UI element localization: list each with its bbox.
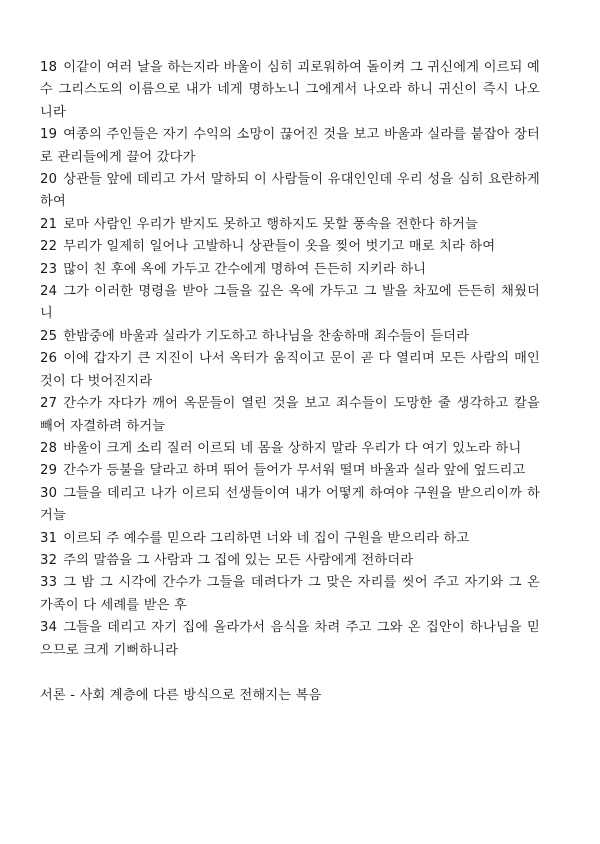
verse-text: 상관들 앞에 데리고 가서 말하되 이 사람들이 유대인인데 우리 성을 심히 요란하게 하여 <box>40 172 540 210</box>
verse-text: 한밤중에 바울과 실라가 기도하고 하나님을 찬송하매 죄수들이 듣더라 <box>63 328 470 344</box>
verse-number: 21 <box>40 216 58 232</box>
verse-text: 여종의 주인들은 자기 수익의 소망이 끊어진 것을 보고 바울과 실라를 붙잡아 장터로 관리들에게 끌어 갔다가 <box>40 127 540 165</box>
verse-24 <box>40 281 540 326</box>
verse-text: 무리가 일제히 일어나 고발하니 상관들이 옷을 찢어 벗기고 매로 치라 하여 <box>63 239 496 255</box>
verse-26 <box>40 348 540 393</box>
verse-34 <box>40 617 540 662</box>
verse-number: 23 <box>40 261 58 277</box>
verse-22 <box>40 236 540 258</box>
verse-text: 주의 말씀을 그 사람과 그 집에 있는 모든 사람에게 전하더라 <box>63 552 414 568</box>
verse-number: 24 <box>40 284 58 300</box>
verse-list <box>40 57 540 662</box>
verse-20 <box>40 169 540 214</box>
verse-number: 22 <box>40 239 58 255</box>
verse-text: 이에 갑자기 큰 지진이 나서 옥터가 움직이고 문이 곧 다 열리며 모든 사람의 매인 것이 다 벗어진지라 <box>40 351 540 389</box>
verse-29 <box>40 460 540 482</box>
verse-number: 18 <box>40 60 58 75</box>
verse-text: 간수가 자다가 깨어 옥문들이 열린 것을 보고 죄수들이 도망한 줄 생각하고 칼을 빼어 자결하려 하거늘 <box>40 396 540 434</box>
verse-number: 27 <box>40 396 58 412</box>
verse-number: 25 <box>40 328 58 344</box>
verse-23 <box>40 259 540 281</box>
verse-text: 이같이 여러 날을 하는지라 바울이 심히 괴로워하여 돌이켜 그 귀신에게 이르되 예수 그리스도의 이름으로 내가 네게 명하노니 그에게서 나오라 하니 귀신이 즉시 나오니라 <box>40 60 540 120</box>
verse-text: 그들을 데리고 나가 이르되 선생들이여 내가 어떻게 하여야 구원을 받으리이까 하거늘 <box>40 485 540 524</box>
verse-text: 그 밤 그 시각에 간수가 그들을 데려다가 그 맞은 자리를 씻어 주고 자기와 그 온 가족이 다 세례를 받은 후 <box>40 575 540 613</box>
verse-number: 34 <box>40 620 58 636</box>
verse-text: 이르되 주 예수를 믿으라 그리하면 너와 네 집이 구원을 받으리라 하고 <box>63 530 470 546</box>
verse-number: 29 <box>40 463 58 479</box>
verse-number: 20 <box>40 172 58 188</box>
verse-number: 31 <box>40 530 58 546</box>
verse-text: 그들을 데리고 자기 집에 올라가서 음식을 차려 주고 그와 온 집안이 하나님을 믿으므로 크게 기뻐하니라 <box>40 620 540 658</box>
document-page <box>40 57 540 707</box>
verse-33 <box>40 572 540 617</box>
verse-19 <box>40 124 540 169</box>
verse-number: 28 <box>40 440 58 456</box>
verse-number: 33 <box>40 575 58 591</box>
verse-number: 19 <box>40 127 58 143</box>
verse-number: 30 <box>40 485 58 501</box>
verse-number: 32 <box>40 552 58 568</box>
verse-32 <box>40 550 540 572</box>
verse-text: 로마 사람인 우리가 받지도 못하고 행하지도 못할 풍속을 전한다 하거늘 <box>63 216 478 232</box>
verse-21 <box>40 214 540 236</box>
verse-18 <box>40 57 540 124</box>
verse-text: 많이 친 후에 옥에 가두고 간수에게 명하여 든든히 지키라 하니 <box>63 261 427 277</box>
verse-25 <box>40 326 540 348</box>
section-heading: 서론 - 사회 계층에 다른 방식으로 전해지는 복음 <box>40 687 322 703</box>
verse-text: 그가 이러한 명령을 받아 그들을 깊은 옥에 가두고 그 발을 차꼬에 든든히 채웠더니 <box>40 284 540 322</box>
verse-28 <box>40 438 540 460</box>
verse-27 <box>40 393 540 438</box>
verse-30 <box>40 483 540 528</box>
verse-text: 간수가 등불을 달라고 하며 뛰어 들어가 무서워 떨며 바울과 실라 앞에 엎드리고 <box>63 463 526 479</box>
verse-text: 바울이 크게 소리 질러 이르되 네 몸을 상하지 말라 우리가 다 여기 있노라 하니 <box>63 440 522 456</box>
verse-31 <box>40 528 540 550</box>
verse-number: 26 <box>40 351 58 367</box>
